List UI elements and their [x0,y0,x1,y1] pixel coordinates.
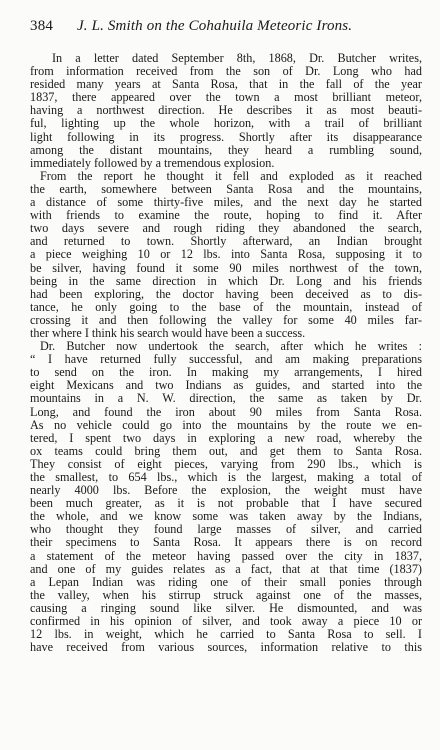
text-line: light following in its progress. Shortly after its disappearance [30,130,422,144]
text-line: the valley, when his stirrup struck against one of the masses, [30,588,422,602]
text-line: the smallest, to 654 lbs., which is the largest, making a total of [30,471,422,484]
text-line: and returned to town. Shortly afterward, an Indian brought [30,235,422,249]
text-line: with friends to examine the route, hoping to find it. After [30,209,422,223]
text-line: a piece weighing 10 or 12 lbs. into Santa Rosa, supposing it to [30,248,422,262]
text-line: They consist of eight pieces, varying from 290 lbs., which is [30,457,422,471]
text-line: having a northwest direction. He describes it as most beauti- [30,104,422,118]
text-line: ox teams could bring them out, and get them to Santa Rosa. [30,444,422,458]
text-line: a statement of the meteor having passed over the city in 1837, [30,549,422,563]
text-line: being in the same direction in which Dr. Long and his friends [30,274,422,288]
text-line: nearly 4000 lbs. Before the explosion, the weight must have [30,484,422,498]
text-line: From the report he thought it fell and exploded as it reached [40,169,422,183]
text-line: ther where I think his search would have been a success. [30,326,306,340]
text-line: tered, I spent two days in exploring a new road, whereby the [30,431,422,445]
text-line: the whole, and we know some was taken away by the Indians, [30,510,422,524]
text-line: mountains in a N. W. direction, the same as taken by Dr. [30,392,422,406]
text-line: be silver, having found it some 90 miles northwest of the town, [30,261,422,275]
text-line: have received from various sources, information relative to this [30,641,422,655]
text-line: crossing it and then following the valley for some 40 miles far- [30,313,422,327]
text-line: been much greater, as it is not probable that I have secured [30,497,422,511]
text-line: causing a ringing sound like silver. He dismounted, and was [30,601,422,615]
text-line: As no vehicle could go into the mountains by the route we en- [30,418,422,432]
text-line: two days severe and rough riding they abandoned the search, [30,222,422,236]
text-line: and one of my guides relates as a fact, that at that time (1837) [30,562,422,576]
text-line: Dr. Butcher now undertook the search, after which he writes : [40,340,422,354]
text-line: immediately followed by a tremendous explosion. [30,156,275,170]
text-line: who thought they found large masses of silver, and carried [30,523,422,537]
text-line: a distance of some thirty-five miles, and the next day he started [30,196,422,210]
text-line: eight Mexicans and two Indians as guides, and started into the [30,379,422,393]
text-line: confirmed in his opinion of silver, and took away a piece 10 or [30,615,422,629]
text-line: “ I have returned fully successful, and am making preparations [30,353,422,367]
text-line: from information received from the son of Dr. Long who had [30,65,422,79]
text-line: 12 lbs. in weight, which he carried to Santa Rosa to sell. I [30,628,422,642]
text-line: ful, lighting up the whole horizon, with a trail of brilliant [30,117,422,131]
text-line: among the distant mountains, they heard a rumbling sound, [30,143,422,157]
running-head: J. L. Smith on the Cohahuila Meteoric Irons. [77,18,353,34]
text-line: the earth, somewhere between Santa Rosa and the mountains, [30,182,422,196]
text-line: their specimens to Santa Rosa. It appears there is on record [30,536,422,550]
page-number: 384 [30,18,54,34]
text-line: tance, he only going to the base of the mountain, instead of [30,300,422,314]
body-text [30,52,422,654]
text-line: 1837, there appeared over the town a most brilliant meteor, [30,91,422,105]
text-line: to send on the iron. In making my arrangements, I hired [30,366,422,380]
page-header [30,18,422,38]
text-line: had been exploring, the doctor having been deceived as to dis- [30,287,422,301]
text-line: In a letter dated September 8th, 1868, Dr. Butcher writes, [52,52,422,65]
text-line: resided many years at Santa Rosa, that in the fall of the year [30,78,422,92]
text-line: a Lepan Indian was riding one of their small ponies through [30,575,422,589]
text-line: Long, and found the iron about 90 miles from Santa Rosa. [30,405,422,419]
